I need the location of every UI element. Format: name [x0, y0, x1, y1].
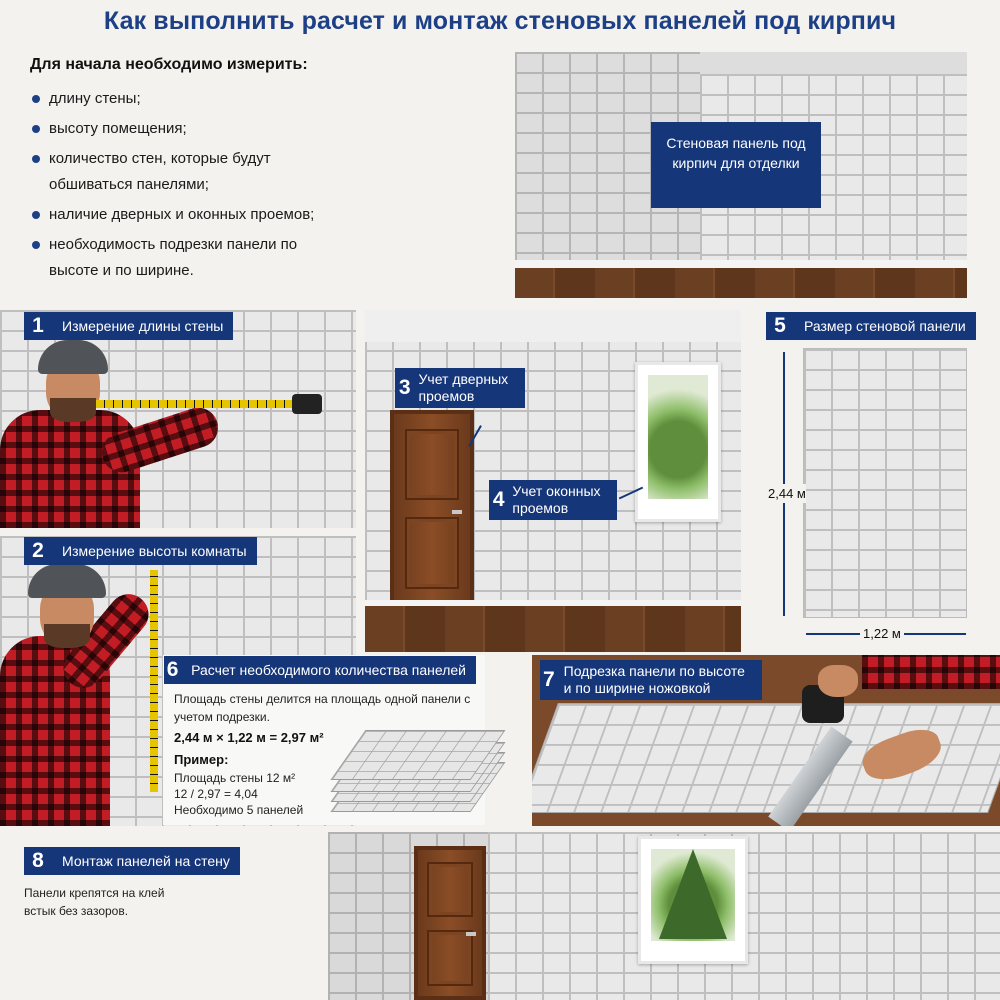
- step-number: 2: [32, 539, 44, 562]
- step-number: 3: [398, 376, 411, 399]
- mount-description: Панели крепятся на клей встык без зазоров.: [24, 886, 165, 918]
- measuring-tape: [96, 400, 312, 408]
- step-label: Расчет необходимого количества панелей: [191, 662, 466, 678]
- window: [635, 362, 721, 522]
- hand-right: [818, 665, 858, 697]
- door-panel-top: [427, 862, 473, 917]
- calc-example-line: Площадь стены 12 м²: [174, 771, 296, 785]
- step1-image: [0, 310, 356, 528]
- wood-floor: [365, 606, 741, 652]
- cap: [38, 340, 108, 374]
- window: [638, 836, 748, 964]
- step-label: Измерение высоты комнаты: [62, 543, 247, 559]
- step-number: 6: [166, 658, 179, 681]
- wood-floor: [515, 268, 967, 298]
- calc-formula: 2,44 м × 1,22 м = 2,97 м²: [174, 730, 324, 745]
- step-number: 7: [542, 668, 555, 691]
- beard: [50, 398, 96, 422]
- intro-item: количество стен, которые будут обшиваться панелями;: [30, 146, 310, 198]
- calc-example-line: Необходимо 5 панелей: [174, 803, 304, 817]
- step-label: Измерение длины стены: [62, 318, 224, 334]
- step7-badge: [540, 660, 762, 700]
- step-number: 4: [492, 488, 505, 511]
- tape-measure-body: [292, 394, 322, 414]
- panel-width-label: 1,22 м: [860, 626, 904, 641]
- door: [414, 846, 486, 1000]
- step8-badge: [24, 847, 240, 875]
- step-number: 8: [32, 849, 44, 872]
- step-number: 5: [774, 314, 786, 337]
- step-number: 1: [32, 314, 44, 337]
- door: [390, 410, 474, 606]
- step3-badge: [395, 368, 525, 408]
- door-panel-bottom: [405, 517, 460, 588]
- step-label: Монтаж панелей на стену: [62, 853, 230, 869]
- panel-sample: [803, 348, 967, 618]
- sleeve: [862, 655, 1000, 689]
- step6-badge: [164, 656, 476, 684]
- panel-height-label: 2,44 м: [768, 486, 806, 501]
- intro-item: высоту помещения;: [30, 116, 500, 142]
- step-label: Учет дверных проемов: [418, 371, 509, 404]
- tree: [659, 849, 727, 939]
- beard: [44, 624, 90, 648]
- step-label: Размер стеновой панели: [804, 318, 966, 334]
- step-label: Подрезка панели по высоте и по ширине ножовкой: [563, 663, 745, 696]
- door-panel-top: [405, 429, 460, 500]
- ceiling: [365, 310, 741, 342]
- window-glass: [648, 375, 708, 499]
- step8-room-image: [328, 832, 1000, 1000]
- man-measuring-length: [0, 310, 230, 528]
- panel-stack-image: [318, 722, 518, 822]
- step5-badge: [766, 312, 976, 340]
- intro-list: [30, 86, 500, 288]
- door-panel-bottom: [427, 930, 473, 985]
- step2-badge: [24, 537, 257, 565]
- step1-badge: [24, 312, 233, 340]
- calc-description: Площадь стены делится на площадь одной панели с учетом подрезки.: [174, 692, 471, 724]
- step-label: Учет оконных проемов: [512, 483, 601, 516]
- calc-example-heading: Пример:: [174, 752, 229, 767]
- intro-heading: Для начала необходимо измерить:: [30, 56, 308, 73]
- measuring-tape-vertical: [150, 570, 158, 792]
- intro-item: наличие дверных и оконных проемов;: [30, 202, 500, 228]
- skirting-board: [515, 260, 967, 268]
- page-title: Как выполнить расчет и монтаж стеновых панелей под кирпич: [103, 7, 897, 35]
- intro-item: необходимость подрезки панели по высоте и по ширине.: [30, 232, 310, 284]
- hero-label: Стеновая панель под кирпич для отделки: [651, 122, 821, 208]
- door-handle: [452, 510, 462, 514]
- step4-badge: [489, 480, 617, 520]
- door-handle: [466, 932, 476, 936]
- calc-example-line: 12 / 2,97 = 4,04: [174, 787, 258, 801]
- cap: [28, 564, 106, 598]
- intro-item: длину стены;: [30, 86, 500, 112]
